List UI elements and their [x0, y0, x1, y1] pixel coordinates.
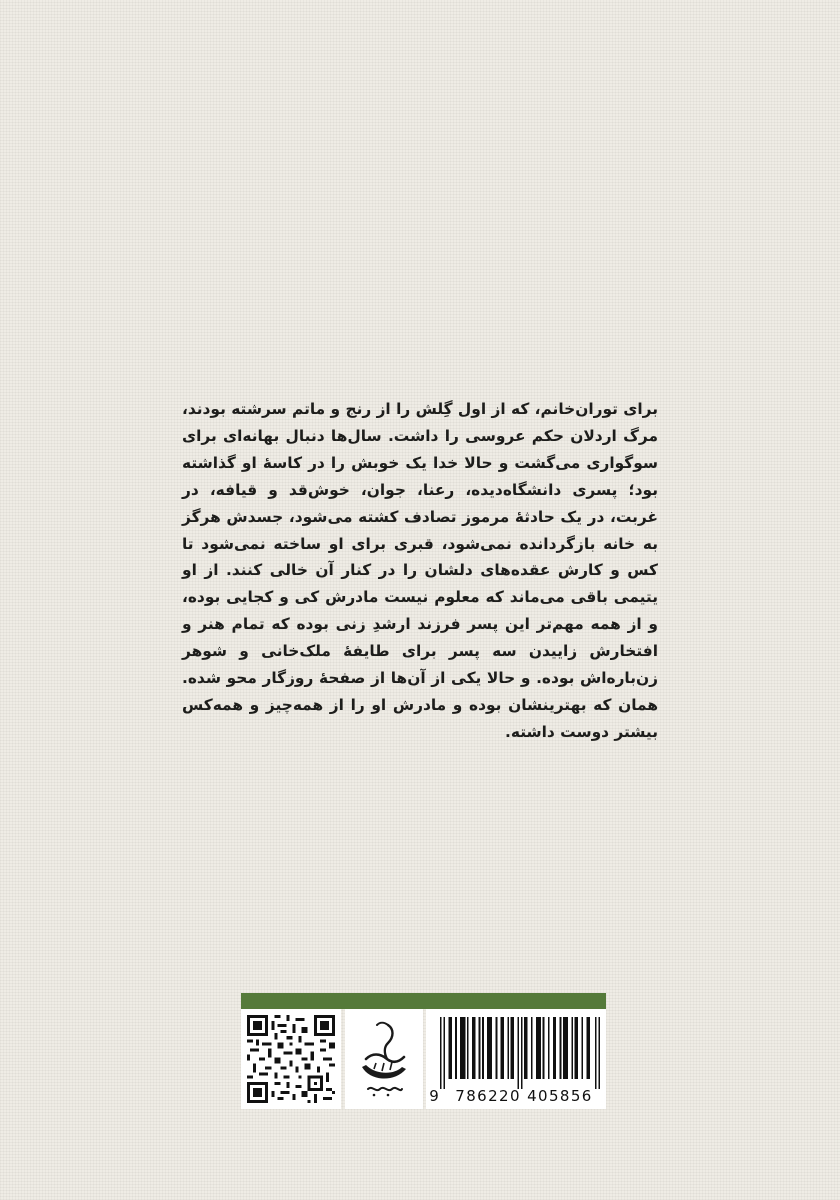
- blurb-paragraph: برای توران‌خانم، که از اول گِلش را از رنج و ماتم سرشته بودند، مرگ اردلان حکم عروسی را داشت. سال‌ها دنبال بهانه‌ای برای سوگواری می‌گشت و حالا خدا یک خوبش را در کاسهٔ او گذاشته بود؛ پسری دانشگاه‌دیده، رعنا، جوان، خوش‌قد و قیافه، در غربت، در یک حادثهٔ مرموز تصادف کشته می‌شود، جسدش هرگز به خانه بازگردانده نمی‌شود، قبری برای او ساخته نمی‌شود تا کس و کارش عقده‌های دلشان را در کنار آن خالی کنند. از او یتیمی باقی می‌ماند که معلوم نیست مادرش کی و کجایی بوده، و از همه مهم‌تر این پسر فرزند ارشدِ زنی بوده که تمام هنر و افتخارش زاییدن سه پسر برای طایفهٔ ملک‌خانی و شوهر زن‌باره‌اش بوده. و حالا یکی از آن‌ها از صفحهٔ روزگار محو شده. همان که بهترینشان بوده و مادرش او را از همه‌چیز و همه‌کس بیشتر دوست داشته.: [182, 400, 658, 741]
- publisher-logo: [345, 1009, 423, 1109]
- isbn-number: 786220 405856: [455, 1087, 593, 1105]
- green-band: [241, 993, 606, 1009]
- qr-code[interactable]: [241, 1009, 341, 1109]
- barcode-bars-icon: [440, 1017, 600, 1089]
- bird-and-boat-logo-icon: [354, 1019, 414, 1101]
- isbn-lead-digit: 9: [429, 1087, 439, 1105]
- qr-code-icon: [247, 1015, 335, 1103]
- isbn-barcode: [426, 1009, 606, 1109]
